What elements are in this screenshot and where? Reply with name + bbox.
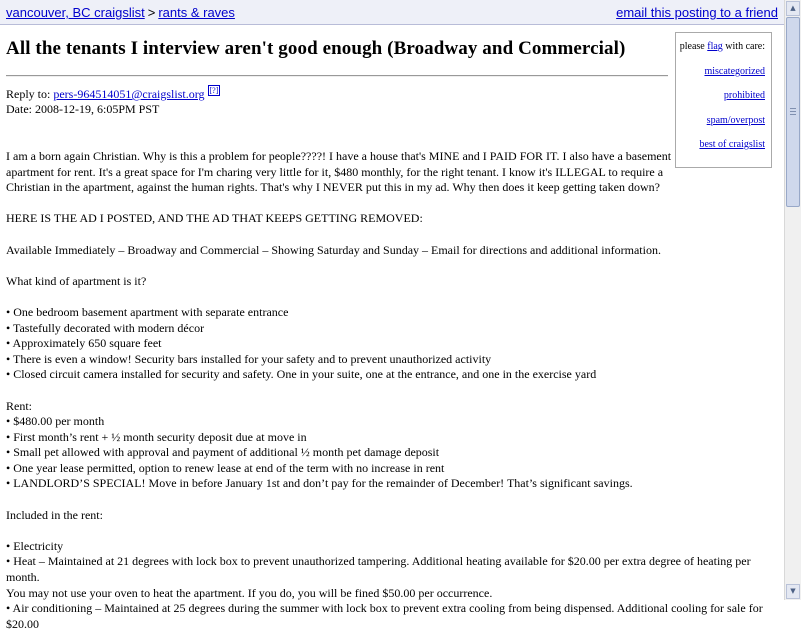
paragraph-gap xyxy=(6,227,781,243)
body-line: • One bedroom basement apartment with separate entrance xyxy=(6,304,289,319)
body-line: • Small pet allowed with approval and payment of additional ½ month pet damage deposit xyxy=(6,445,440,460)
paragraph-gap xyxy=(6,383,781,399)
body-line: • There is even a window! Security bars installed for your safety and to prevent unauthorized activity xyxy=(6,351,492,366)
breadcrumb-section-link[interactable]: rants & raves xyxy=(158,5,235,20)
email-posting-link[interactable]: email this posting to a friend xyxy=(616,5,778,20)
body-line: Christian in the apartment, against the human rights. That's why I NEVER put this in my ad. Why then does it keep getting taken down? xyxy=(6,180,660,195)
date-line xyxy=(6,102,220,117)
posting-meta xyxy=(6,87,220,117)
paragraph-gap xyxy=(6,258,781,274)
body-line: • One year lease permitted, option to renew lease at end of the term with no increase in rent xyxy=(6,460,445,475)
flag-miscategorized-link[interactable]: miscategorized xyxy=(704,66,765,77)
breadcrumb xyxy=(6,5,235,20)
breadcrumb-site-link[interactable]: vancouver, BC craigslist xyxy=(6,5,145,20)
thumb-grip-line xyxy=(790,111,796,112)
body-line: • First month’s rent + ½ month security deposit due at move in xyxy=(6,429,307,444)
body-line: You may not use your oven to heat the apartment. If you do, you will be fined $50.00 per occurrence. xyxy=(6,585,493,600)
body-line: • $480.00 per month xyxy=(6,414,105,429)
paragraph-gap xyxy=(6,196,781,212)
flag-spam-link[interactable]: spam/overpost xyxy=(706,115,765,126)
flag-box xyxy=(675,32,772,168)
scrollbar-thumb[interactable] xyxy=(786,17,800,207)
body-line: Included in the rent: xyxy=(6,507,103,522)
thumb-grip-line xyxy=(790,114,796,115)
body-line: HERE IS THE AD I POSTED, AND THE AD THAT KEEPS GETTING REMOVED: xyxy=(6,211,423,226)
body-line: • Electricity xyxy=(6,538,64,553)
reply-to-line xyxy=(6,87,220,102)
flag-help-link[interactable]: flag xyxy=(707,41,723,52)
paragraph-gap xyxy=(6,523,781,539)
posting-title: All the tenants I interview aren't good enough (Broadway and Commercial) xyxy=(6,38,626,59)
breadcrumb-separator: > xyxy=(147,5,156,20)
scroll-down-arrow-icon[interactable]: ▼ xyxy=(786,584,800,599)
body-line: What kind of apartment is it? xyxy=(6,273,147,288)
breadcrumb-bar xyxy=(0,0,784,25)
flag-best-of-link[interactable]: best of craigslist xyxy=(699,139,765,150)
reply-help-badge[interactable]: [?] xyxy=(209,86,219,95)
date-label: Date: xyxy=(6,102,32,116)
paragraph-gap xyxy=(6,492,781,508)
reply-to-label: Reply to: xyxy=(6,87,51,101)
date-value: 2008-12-19, 6:05PM PST xyxy=(35,102,160,116)
title-divider xyxy=(6,75,668,77)
body-line: Available Immediately – Broadway and Commercial – Showing Saturday and Sunday – Email for directions and additional information. xyxy=(6,242,661,257)
body-line: • LANDLORD’S SPECIAL! Move in before January 1st and don’t pay for the remainder of December! That’s significant savings. xyxy=(6,476,633,491)
body-line: apartment for rent. It's a great space for I'm charing very little for it, $480 monthly, for the right tenant. I know it's ILLEGAL to require a xyxy=(6,164,664,179)
body-line: • Heat – Maintained at 21 degrees with lock box to prevent unauthorized tampering. Additional heating available for $20.00 per extra degree of heating per month. xyxy=(6,554,751,585)
paragraph-gap xyxy=(6,289,781,305)
flag-prohibited-link[interactable]: prohibited xyxy=(723,90,765,101)
flag-box-header xyxy=(680,41,765,52)
vertical-scrollbar[interactable] xyxy=(784,0,801,600)
scroll-up-arrow-icon[interactable]: ▲ xyxy=(786,1,800,16)
body-line: • Closed circuit camera installed for security and safety. One in your suite, one at the entrance, and one in the exercise yard xyxy=(6,367,597,382)
thumb-grip-line xyxy=(790,108,796,109)
posting-body xyxy=(6,149,781,632)
body-line: • Tastefully decorated with modern décor xyxy=(6,320,205,335)
reply-email-link[interactable]: pers-964514051@craigslist.org xyxy=(53,87,205,101)
body-line: Rent: xyxy=(6,398,32,413)
flag-prefix-text: please xyxy=(679,41,705,52)
body-line: I am a born again Christian. Why is this a problem for people????! I have a house that's MINE and I PAID FOR IT. I also have a basement xyxy=(6,149,672,163)
body-line: • Approximately 650 square feet xyxy=(6,336,162,351)
body-line: • Air conditioning – Maintained at 25 degrees during the summer with lock box to prevent extra cooling from being dispensed. Additional cooling for sale for $20.00 xyxy=(6,601,763,631)
flag-suffix-text: with care: xyxy=(725,41,765,52)
